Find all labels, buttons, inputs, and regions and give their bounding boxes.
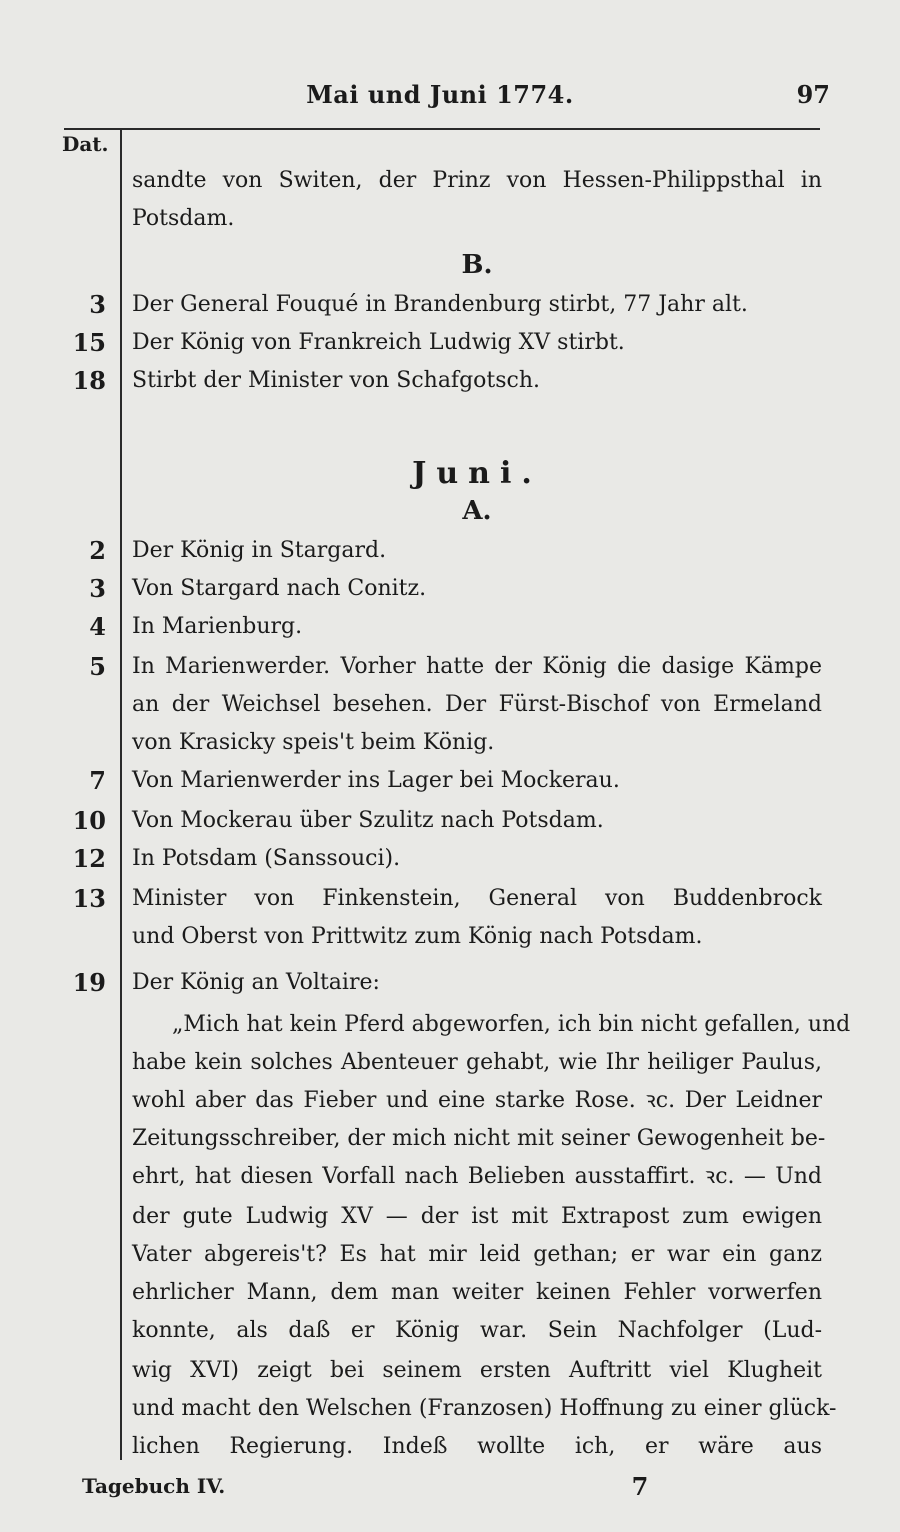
text-line: sandte von Switen, der Prinz von Hessen-Philippsthal in: [132, 168, 822, 193]
entry-text: Der General Fouqué in Brandenburg stirbt, 77 Jahr alt.: [132, 292, 748, 317]
running-head: [0, 80, 900, 120]
letter-line: konnte, als daß er König war. Sein Nachfolger (Lud-: [132, 1318, 822, 1343]
entry-date: 19: [72, 968, 106, 997]
entry-text: von Krasicky speis't beim König.: [132, 730, 495, 755]
letter-line: Vater abgereis't? Es hat mir leid gethan; er war ein ganz: [132, 1242, 822, 1267]
entry-text: Der König von Frankreich Ludwig XV stirbt.: [132, 330, 625, 355]
letter-line: ehrt, hat diesen Vorfall nach Belieben ausstaffirt. ꝛc. — Und: [132, 1164, 822, 1189]
entry-date: 2: [89, 536, 106, 565]
letter-line: wohl aber das Fieber und eine starke Rose. ꝛc. Der Leidner: [132, 1088, 822, 1113]
entry-text: In Marienburg.: [132, 614, 303, 639]
letter-line: wig XVI) zeigt bei seinem ersten Auftritt viel Klugheit: [132, 1358, 822, 1383]
section-heading: B.: [461, 250, 493, 280]
entry-text: Von Mockerau über Szulitz nach Potsdam.: [132, 808, 604, 833]
letter-line: habe kein solches Abenteuer gehabt, wie Ihr heiliger Paulus,: [132, 1050, 822, 1075]
entry-date: 4: [89, 612, 106, 641]
footer-volume: Tagebuch IV.: [82, 1474, 226, 1498]
page-number: 97: [796, 80, 830, 109]
running-title: Mai und Juni 1774.: [306, 80, 574, 109]
entry-text: Stirbt der Minister von Schafgotsch.: [132, 368, 541, 393]
entry-date: 10: [72, 806, 106, 835]
entry-date: 15: [72, 328, 106, 357]
letter-line: „Mich hat kein Pferd abgeworfen, ich bin nicht gefallen, und: [172, 1012, 851, 1037]
entry-text: Von Stargard nach Conitz.: [132, 576, 427, 601]
entry-text: In Marienwerder. Vorher hatte der König die dasige Kämpe: [132, 654, 822, 679]
entry-date: 7: [89, 766, 106, 795]
letter-line: lichen Regierung. Indeß wollte ich, er wäre aus: [132, 1434, 822, 1459]
entry-text: Der König an Voltaire:: [132, 970, 380, 995]
section-heading: A.: [462, 496, 492, 526]
date-column-rule: [120, 130, 122, 1460]
text-line: Potsdam.: [132, 206, 235, 231]
entry-text: und Oberst von Prittwitz zum König nach Potsdam.: [132, 924, 703, 949]
entry-date: 13: [72, 884, 106, 913]
entry-date: 5: [89, 652, 106, 681]
date-column-label: Dat.: [62, 132, 109, 156]
letter-line: und macht den Welschen (Franzosen) Hoffnung zu einer glück-: [132, 1396, 837, 1421]
letter-line: ehrlicher Mann, dem man weiter keinen Fehler vorwerfen: [132, 1280, 822, 1305]
footer-signature: 7: [631, 1472, 649, 1501]
letter-line: Zeitungsschreiber, der mich nicht mit seiner Gewogenheit be-: [132, 1126, 826, 1151]
entry-text: an der Weichsel besehen. Der Fürst-Bischof von Ermeland: [132, 692, 822, 717]
letter-line: der gute Ludwig XV — der ist mit Extrapost zum ewigen: [132, 1204, 822, 1229]
entry-date: 3: [89, 290, 106, 319]
entry-text: Von Marienwerder ins Lager bei Mockerau.: [132, 768, 620, 793]
entry-date: 12: [72, 844, 106, 873]
entry-text: In Potsdam (Sanssouci).: [132, 846, 401, 871]
month-heading: Juni.: [412, 456, 542, 491]
entry-date: 3: [89, 574, 106, 603]
header-rule: [64, 128, 820, 130]
entry-date: 18: [72, 366, 106, 395]
entry-text: Minister von Finkenstein, General von Buddenbrock: [132, 886, 822, 911]
entry-text: Der König in Stargard.: [132, 538, 387, 563]
